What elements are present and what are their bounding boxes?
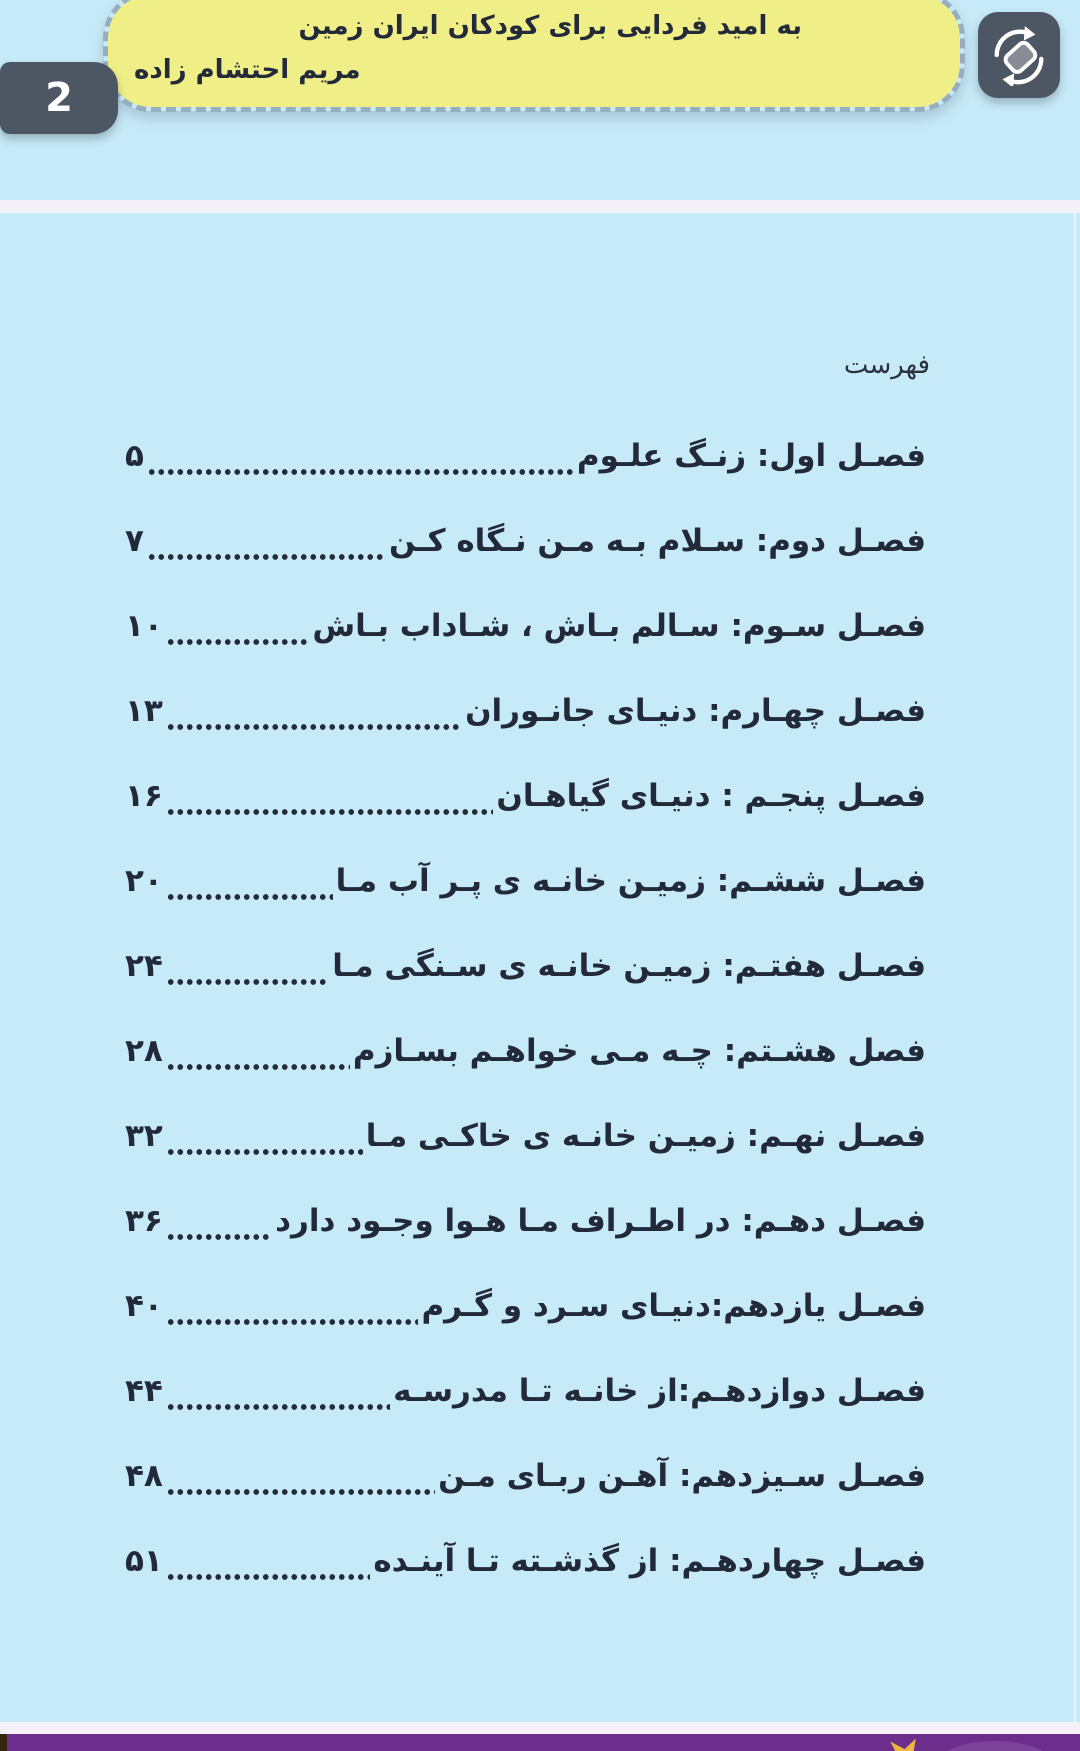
toc-entry-page: ۲۰ bbox=[125, 862, 163, 899]
toc-entry-title: فصـل چهـارم: دنیـای جانـوران bbox=[465, 692, 926, 729]
toc-entry-page: ۵ bbox=[125, 437, 144, 474]
page-number-badge bbox=[0, 62, 118, 134]
toc-leader-dots bbox=[147, 435, 574, 477]
toc-entry-page: ۳۶ bbox=[125, 1202, 163, 1239]
toc-entry bbox=[125, 1348, 926, 1433]
toc-entry bbox=[125, 1263, 926, 1348]
toc-entry-title: فصل هشـتم: چـه مـی خواهـم بسـازم bbox=[352, 1032, 926, 1069]
toc-leader-dots bbox=[166, 1030, 350, 1072]
next-page-preview bbox=[0, 1734, 1080, 1751]
toc-entry-page: ۴۴ bbox=[125, 1372, 163, 1409]
toc-entry bbox=[125, 753, 926, 838]
toc-entry bbox=[125, 1008, 926, 1093]
toc-entry bbox=[125, 1093, 926, 1178]
toc-entry bbox=[125, 498, 926, 583]
toc-entry-page: ۴۰ bbox=[125, 1287, 163, 1324]
toc-entry-page: ۱۳ bbox=[125, 692, 163, 729]
toc-entry-title: فصـل سـوم: سـالم بـاش ، شـاداب بـاش bbox=[312, 607, 926, 644]
toc-entry bbox=[125, 1178, 926, 1263]
toc-entry bbox=[125, 838, 926, 923]
toc-leader-dots bbox=[166, 1115, 363, 1157]
toc-leader-dots bbox=[166, 605, 309, 647]
toc-heading: فهرست bbox=[843, 350, 930, 380]
toc-entry-page: ۴۸ bbox=[125, 1457, 163, 1494]
page-edge-line bbox=[1074, 213, 1076, 1722]
toc-entry-page: ۳۲ bbox=[125, 1117, 163, 1154]
screen-rotation-icon bbox=[988, 24, 1050, 86]
toc-entry-page: ۲۸ bbox=[125, 1032, 163, 1069]
toc-entry-title: فصـل چهاردهـم: از گذشـته تـا آینـده bbox=[373, 1542, 926, 1579]
toc-entry-title: فصـل دهـم: در اطـراف مـا هـوا وجـود دارد bbox=[275, 1202, 926, 1239]
toc-leader-dots bbox=[166, 1540, 371, 1582]
toc-entry-title: فصـل ششـم: زمیـن خانـه ی پـر آب مـا bbox=[335, 862, 926, 899]
toc-leader-dots bbox=[147, 520, 386, 562]
toc-entry bbox=[125, 1433, 926, 1518]
toc-entry-title: فصـل هفتـم: زمیـن خانـه ی سـنگی مـا bbox=[332, 947, 926, 984]
toc-entry-title: فصـل اول: زنـگ علـوم bbox=[576, 437, 926, 474]
book-header-banner bbox=[103, 0, 965, 112]
toc-leader-dots bbox=[166, 945, 329, 987]
toc-leader-dots bbox=[166, 1200, 272, 1242]
toc-entry-page: ۲۴ bbox=[125, 947, 163, 984]
toc-leader-dots bbox=[166, 1370, 390, 1412]
toc-entry bbox=[125, 668, 926, 753]
toc-entry bbox=[125, 923, 926, 1008]
toc-entry-page: ۱۶ bbox=[125, 777, 163, 814]
toc-entry-title: فصـل یازدهم:دنیـای سـرد و گـرم bbox=[421, 1287, 926, 1324]
toc-entry-title: فصـل دوم: سـلام بـه مـن نـگاه کـن bbox=[389, 522, 926, 559]
page-gap-bottom bbox=[0, 1722, 1080, 1734]
toc-list bbox=[125, 413, 926, 1603]
toc-leader-dots bbox=[166, 1455, 435, 1497]
page-number-label: 2 bbox=[45, 75, 73, 121]
toc-leader-dots bbox=[166, 775, 494, 817]
toc-entry-page: ۱۰ bbox=[125, 607, 163, 644]
toc-entry-page: ۵۱ bbox=[125, 1542, 163, 1579]
toc-entry-title: فصـل دوازدهـم:از خانـه تـا مدرسـه bbox=[393, 1372, 926, 1409]
page-gap-top bbox=[0, 200, 1080, 213]
toc-entry-title: فصـل پنجـم : دنیـای گیاهـان bbox=[496, 777, 926, 814]
page-corner-shadow bbox=[0, 1734, 7, 1751]
toc-entry-page: ۷ bbox=[125, 522, 144, 559]
toc-leader-dots bbox=[166, 1285, 419, 1327]
toc-entry-title: فصـل سـیزدهم: آهـن ربـای مـن bbox=[438, 1457, 926, 1494]
book-motto-text: به امید فردایی برای کودکان ایران زمین bbox=[298, 11, 802, 41]
toc-entry-title: فصـل نهـم: زمیـن خانـه ی خاکـی مـا bbox=[365, 1117, 926, 1154]
toc-entry bbox=[125, 1518, 926, 1603]
toc-entry bbox=[125, 413, 926, 498]
toc-leader-dots bbox=[166, 860, 333, 902]
book-author-text: مریم احتشام زاده bbox=[134, 55, 361, 85]
screen-rotation-button[interactable] bbox=[978, 12, 1060, 98]
toc-leader-dots bbox=[166, 690, 462, 732]
toc-entry bbox=[125, 583, 926, 668]
